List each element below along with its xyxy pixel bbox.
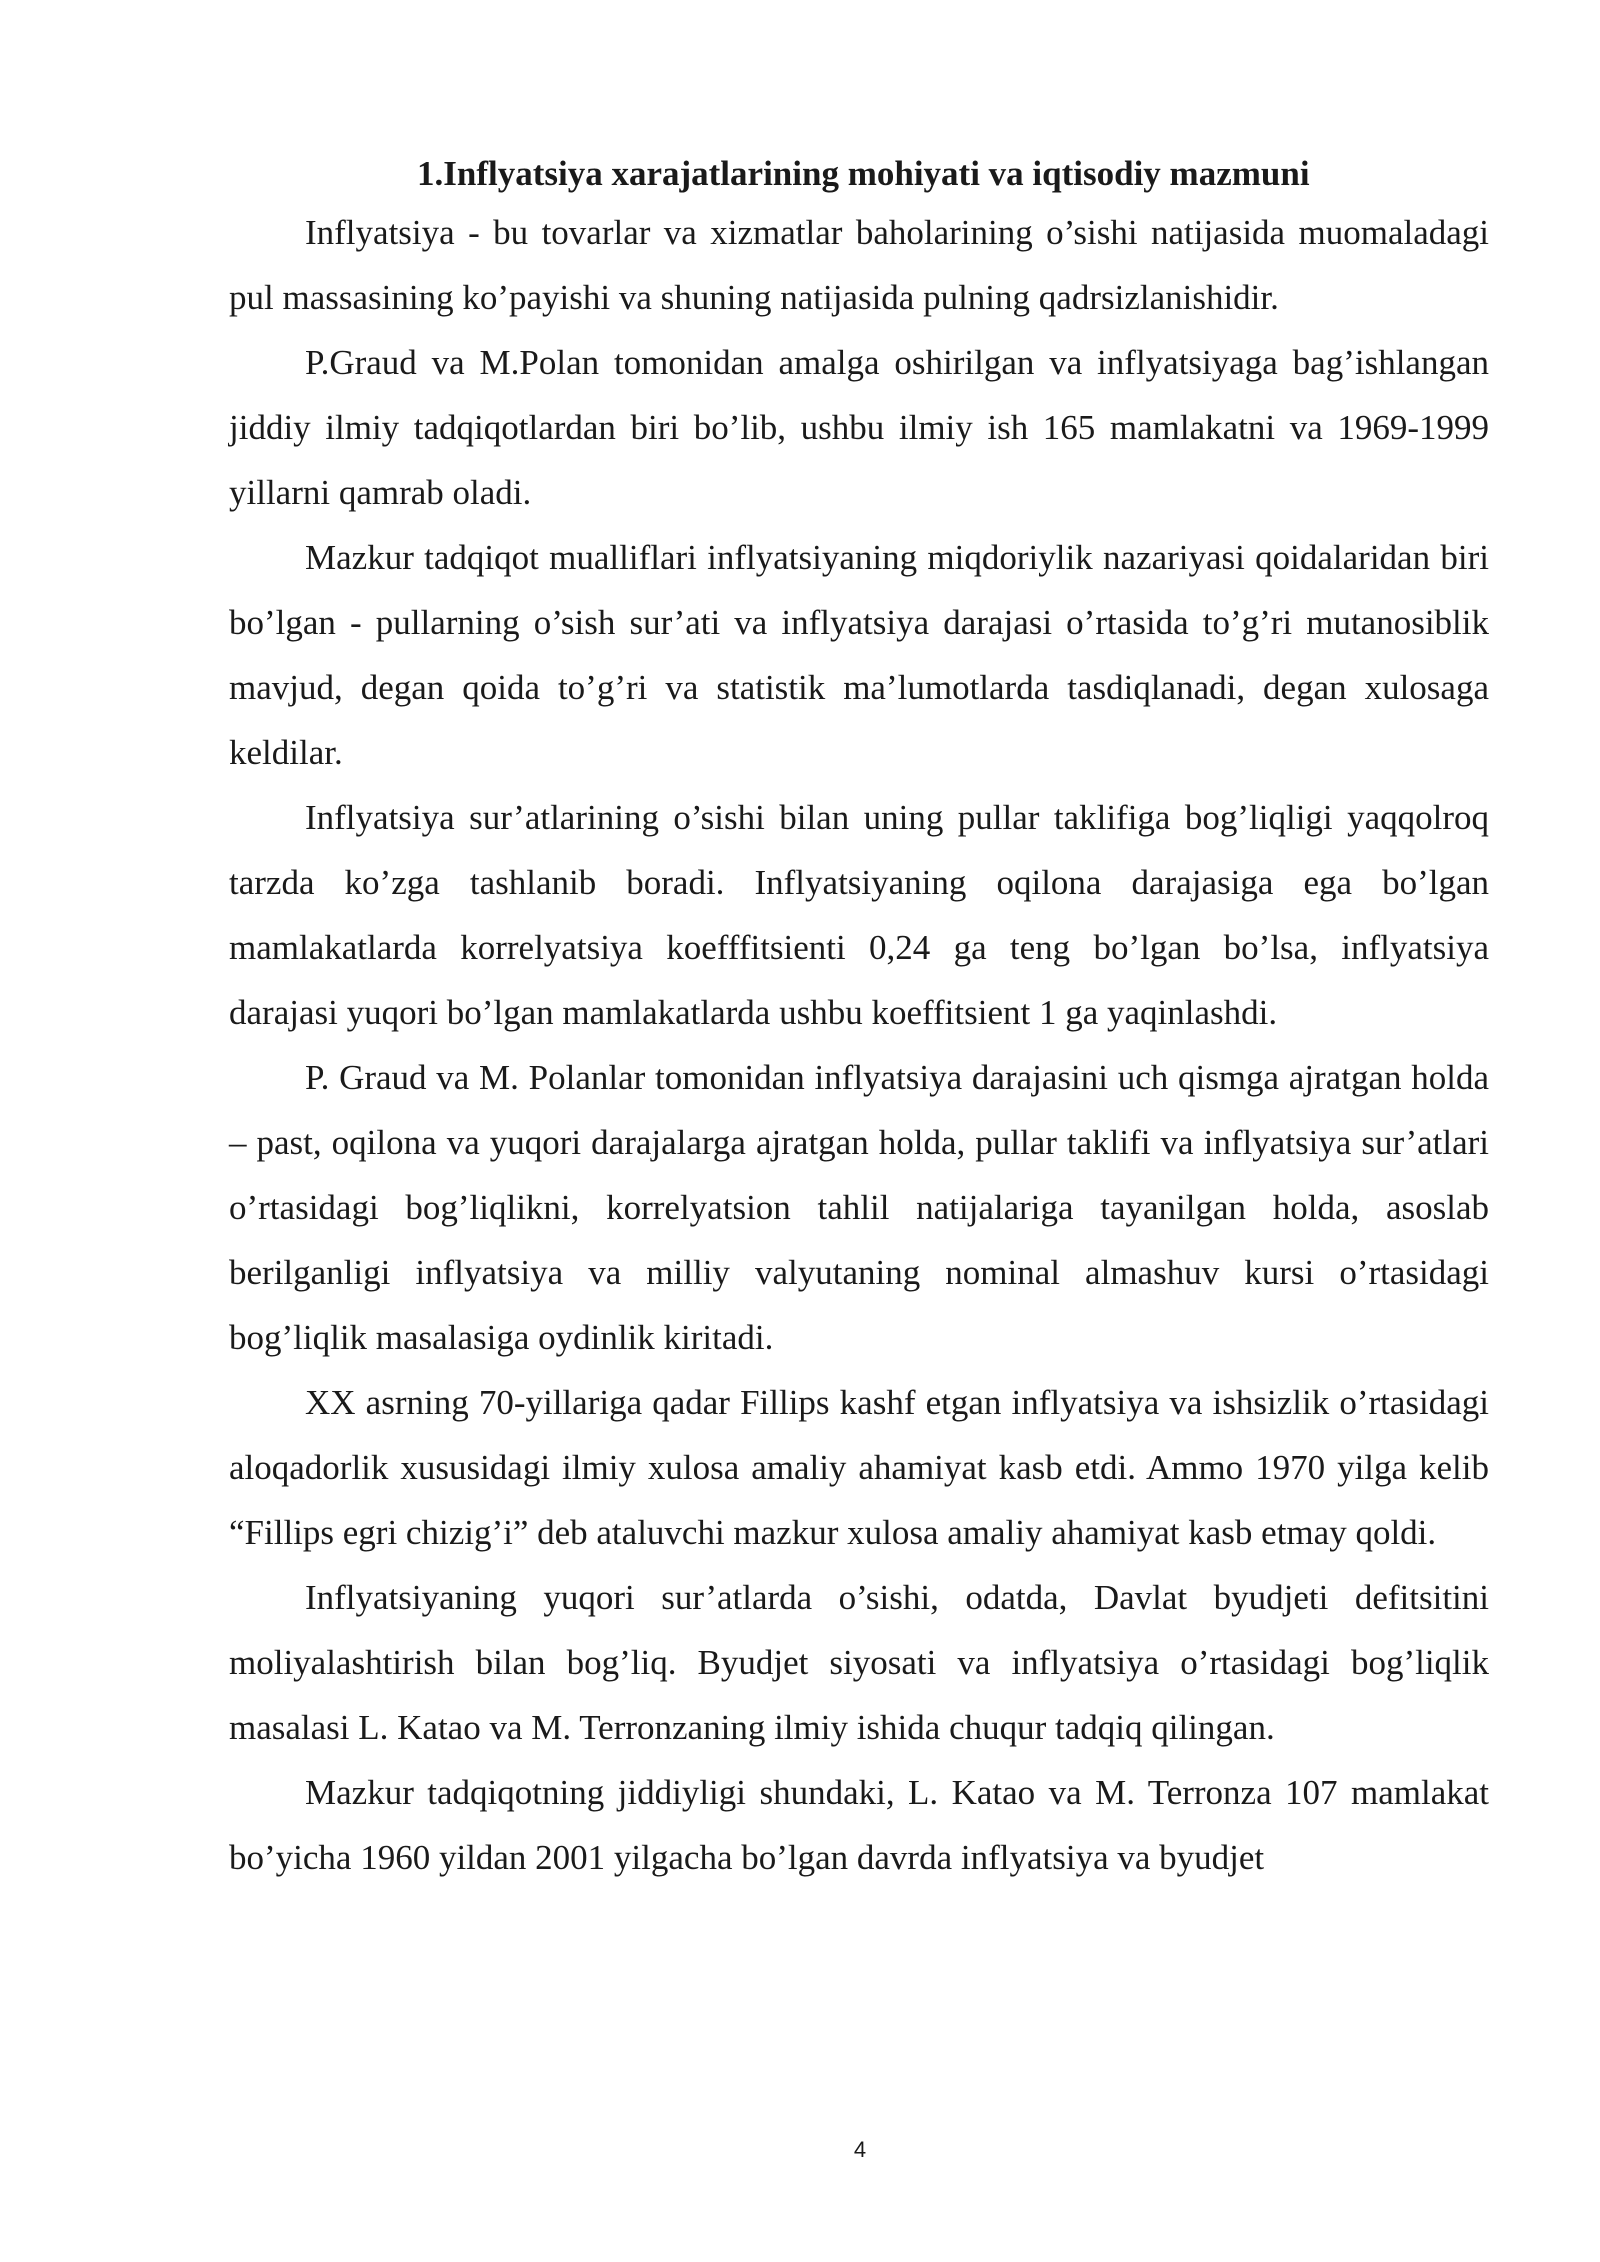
section-heading: 1.Inflyatsiya xarajatlarining mohiyati va iqtisodiy mazmuni [417, 154, 1310, 193]
paragraph-8: Mazkur tadqiqotning jiddiyligi shundaki, L. Katao va M. Terronza 107 mamlakat bo’yicha 1960 yildan 2001 yilgacha bo’lgan davrda inflyatsiya va byudjet [229, 1773, 1489, 1877]
paragraph-2: P.Graud va M.Polan tomonidan amalga oshirilgan va inflyatsiyaga bag’ishlangan jiddiy ilmiy tadqiqotlardan biri bo’lib, ushbu ilmiy ish 165 mamlakatni va 1969-1999 yillarni qamrab oladi. [229, 343, 1489, 512]
page-number: 4 [853, 2137, 867, 2162]
page-body [229, 148, 1489, 1890]
paragraph-4: Inflyatsiya sur’atlarining o’sishi bilan uning pullar taklifiga bog’liqligi yaqqolroq tarzda ko’zga tashlanib boradi. Inflyatsiyaning oqilona darajasiga ega bo’lgan mamlakatlarda korrelyatsiya koefffitsienti 0,24 ga teng bo’lgan bo’lsa, inflyatsiya darajasi yuqori bo’lgan mamlakatlarda ushbu koeffitsient 1 ga yaqinlashdi. [229, 798, 1489, 1032]
paragraph-3: Mazkur tadqiqot mualliflari inflyatsiyaning miqdoriylik nazariyasi qoidalaridan biri bo’lgan - pullarning o’sish sur’ati va inflyatsiya darajasi o’rtasida to’g’ri mutanosiblik mavjud, degan qoida to’g’ri va statistik ma’lumotlarda tasdiqlanadi, degan xulosaga keldilar. [229, 538, 1489, 772]
paragraph-7: Inflyatsiyaning yuqori sur’atlarda o’sishi, odatda, Davlat byudjeti defitsitini moliyalashtirish bilan bog’liq. Byudjet siyosati va inflyatsiya o’rtasidagi bog’liqlik masalasi L. Katao va M. Terronzaning ilmiy ishida chuqur tadqiq qilingan. [229, 1578, 1489, 1747]
paragraph-6: XX asrning 70-yillariga qadar Fillips kashf etgan inflyatsiya va ishsizlik o’rtasidagi aloqadorlik xususidagi ilmiy xulosa amaliy ahamiyat kasb etdi. Ammo 1970 yilga kelib “Fillips egri chizig’i” deb ataluvchi mazkur xulosa amaliy ahamiyat kasb etmay qoldi. [229, 1383, 1489, 1552]
paragraph-1: Inflyatsiya - bu tovarlar va xizmatlar baholarining o’sishi natijasida muomaladagi pul massasining ko’payishi va shuning natijasida pulning qadrsizlanishidir. [229, 213, 1489, 317]
paragraph-5: P. Graud va M. Polanlar tomonidan inflyatsiya darajasini uch qismga ajratgan holda – past, oqilona va yuqori darajalarga ajratgan holda, pullar taklifi va inflyatsiya sur’atlari o’rtasidagi bog’liqlikni, korrelyatsion tahlil natijalariga tayanilgan holda, asoslab berilganligi inflyatsiya va milliy valyutaning nominal almashuv kursi o’rtasidagi bog’liqlik masalasiga oydinlik kiritadi. [229, 1058, 1489, 1357]
